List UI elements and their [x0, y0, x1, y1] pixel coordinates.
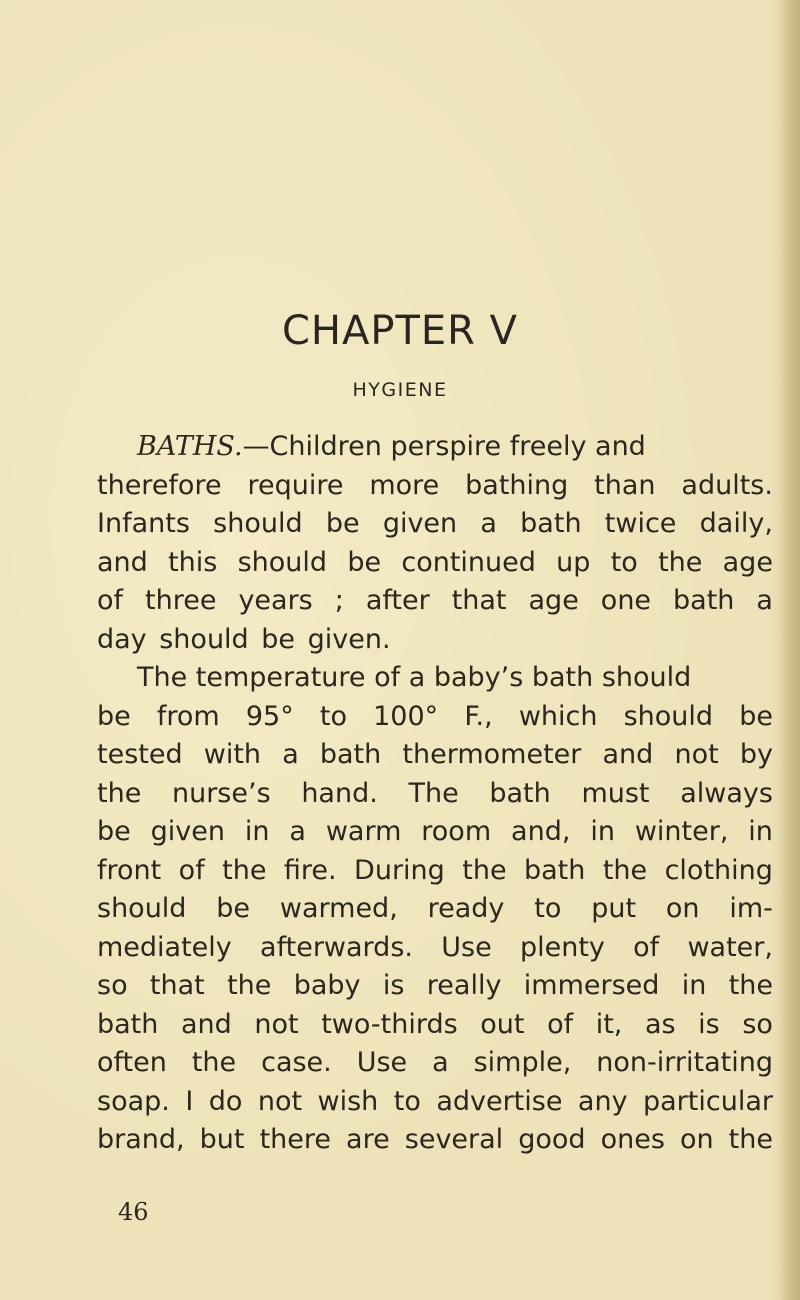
- word: so: [742, 1008, 773, 1040]
- word: a: [480, 508, 497, 539]
- word: particular: [643, 1085, 773, 1117]
- word: the: [728, 1124, 773, 1155]
- word: During: [354, 854, 445, 886]
- word: afterwards.: [260, 931, 413, 963]
- word: nurse’s: [171, 777, 271, 809]
- word: im-: [729, 893, 773, 924]
- word: the: [728, 970, 773, 1001]
- word: the: [602, 854, 648, 886]
- word: with: [203, 739, 262, 770]
- word: hand.: [301, 777, 378, 809]
- text-line: [97, 1006, 773, 1045]
- word: bathing: [465, 469, 569, 501]
- word: really: [426, 970, 502, 1001]
- word: the: [191, 1047, 237, 1078]
- word: in: [681, 970, 707, 1001]
- lead-word: BATHS.: [137, 431, 243, 462]
- word: than: [594, 469, 656, 501]
- word: ready: [427, 893, 505, 924]
- section-title: HYGIENE: [352, 379, 448, 401]
- page-number: 46: [118, 1198, 149, 1226]
- text-line: [97, 929, 773, 968]
- word: be: [97, 700, 131, 732]
- word: that: [451, 585, 507, 616]
- word: require: [247, 469, 344, 501]
- word: twice: [604, 508, 677, 539]
- word: bath: [524, 854, 586, 886]
- word: not: [254, 1008, 299, 1040]
- text-line: [97, 505, 773, 544]
- word: this: [168, 546, 218, 578]
- word: and: [97, 546, 148, 578]
- word: as: [644, 1008, 676, 1040]
- word: not: [674, 739, 719, 770]
- word: on: [665, 893, 700, 924]
- word: there: [259, 1124, 331, 1155]
- word: clothing: [664, 854, 773, 886]
- text-line: [97, 582, 773, 621]
- word: 100°: [373, 700, 439, 732]
- word: plenty: [519, 931, 605, 963]
- word: and,: [511, 816, 571, 847]
- word: more: [369, 469, 440, 501]
- word: is: [382, 970, 405, 1001]
- chapter-title: CHAPTER V: [281, 308, 519, 354]
- word: two-thirds: [321, 1008, 458, 1040]
- word: a: [282, 739, 299, 770]
- word: given: [150, 816, 225, 847]
- word: case.: [261, 1047, 332, 1078]
- word: by: [739, 739, 773, 770]
- word: must: [581, 777, 650, 809]
- word: should: [213, 508, 303, 539]
- word: often: [97, 1047, 167, 1078]
- word: be: [347, 546, 382, 578]
- text-line: [97, 698, 773, 737]
- word: several: [404, 1124, 504, 1155]
- text-line: [97, 1044, 773, 1083]
- word: the: [462, 854, 507, 886]
- text-line: day should be given.: [97, 623, 391, 655]
- word: to: [393, 1085, 421, 1117]
- word: warmed,: [279, 893, 398, 924]
- word: so: [97, 970, 128, 1001]
- word: ones: [600, 1124, 665, 1155]
- word: should: [97, 893, 187, 924]
- word: baby: [293, 970, 361, 1001]
- word: a: [432, 1047, 449, 1078]
- text-line: The temperature of a baby’s bath should: [137, 662, 692, 693]
- word: continued: [401, 546, 536, 578]
- word: a: [289, 816, 306, 847]
- word: age: [528, 585, 579, 616]
- word: non-irritating: [596, 1047, 773, 1078]
- word: ;: [334, 585, 344, 616]
- text-line: [97, 813, 773, 852]
- word: a: [756, 585, 773, 616]
- page-edge-shadow: [778, 0, 800, 1300]
- word: and: [180, 1008, 232, 1040]
- word: out: [480, 1008, 525, 1040]
- body-text: [97, 428, 773, 1160]
- word: which: [518, 700, 598, 732]
- word: front: [97, 854, 162, 886]
- word: brand,: [97, 1124, 185, 1155]
- word: always: [680, 777, 773, 809]
- word: bath: [97, 1008, 159, 1040]
- word: put: [591, 893, 637, 924]
- word: are: [346, 1124, 390, 1155]
- word: Use: [441, 931, 492, 963]
- text-line: [97, 890, 773, 929]
- word: 95°: [245, 700, 294, 732]
- word: age: [722, 546, 773, 578]
- word: of: [547, 1008, 574, 1040]
- word: the: [222, 854, 267, 886]
- word: warm: [325, 816, 402, 847]
- word: F.,: [464, 700, 493, 732]
- word: bath: [673, 585, 735, 616]
- word: it,: [595, 1008, 623, 1040]
- word: up: [556, 546, 591, 578]
- text-line: [97, 775, 773, 814]
- word: immersed: [523, 970, 660, 1001]
- line-rest: —Children perspire freely and: [242, 431, 646, 462]
- word: and: [602, 739, 654, 770]
- word: not: [257, 1085, 303, 1117]
- word: the: [97, 777, 142, 809]
- word: daily,: [699, 508, 773, 539]
- word: Infants: [97, 508, 190, 539]
- word: advertise: [436, 1085, 563, 1117]
- word: in: [244, 816, 270, 847]
- word: tested: [97, 739, 183, 770]
- word: simple,: [473, 1047, 572, 1078]
- word: be: [97, 816, 131, 847]
- word: bath: [489, 777, 551, 809]
- word: mediately: [97, 931, 232, 963]
- word: therefore: [97, 469, 222, 501]
- text-line: [97, 967, 773, 1006]
- line-content: [137, 428, 646, 467]
- word: to: [319, 700, 347, 732]
- word: fire.: [283, 854, 337, 886]
- word: that: [149, 970, 205, 1001]
- word: Use: [356, 1047, 408, 1078]
- word: years: [238, 585, 313, 616]
- word: after: [365, 585, 430, 616]
- word: in: [590, 816, 615, 847]
- word: water,: [687, 931, 773, 963]
- word: one: [600, 585, 652, 616]
- text-line: [97, 736, 773, 775]
- word: be: [216, 893, 251, 924]
- word: to: [534, 893, 562, 924]
- word: soap.: [97, 1085, 170, 1117]
- word: from: [156, 700, 220, 732]
- word: is: [698, 1008, 720, 1040]
- text-line: [97, 1121, 773, 1160]
- word: should: [623, 700, 714, 732]
- word: bath: [520, 508, 582, 539]
- word: of: [97, 585, 124, 616]
- word: good: [518, 1124, 586, 1155]
- word: The: [408, 777, 459, 809]
- word: I: [185, 1085, 194, 1117]
- word: of: [633, 931, 660, 963]
- word: any: [577, 1085, 628, 1117]
- word: in: [748, 816, 773, 847]
- word: given: [382, 508, 458, 539]
- word: wish: [317, 1085, 379, 1117]
- word: be: [739, 700, 773, 732]
- word: three: [145, 585, 217, 616]
- word: thermometer: [402, 739, 582, 770]
- word: the: [227, 970, 272, 1001]
- word: adults.: [681, 469, 773, 501]
- word: winter,: [634, 816, 729, 847]
- word: the: [658, 546, 703, 578]
- text-line: [97, 852, 773, 891]
- text-line: [97, 428, 773, 467]
- word: be: [325, 508, 360, 539]
- word: room: [421, 816, 492, 847]
- word: to: [610, 546, 638, 578]
- text-line: [97, 467, 773, 506]
- word: on: [679, 1124, 714, 1155]
- text-line: [97, 1083, 773, 1122]
- word: should: [237, 546, 328, 578]
- word: but: [199, 1124, 245, 1155]
- word: bath: [319, 739, 382, 770]
- text-line: [97, 544, 773, 583]
- word: of: [178, 854, 205, 886]
- word: do: [208, 1085, 243, 1117]
